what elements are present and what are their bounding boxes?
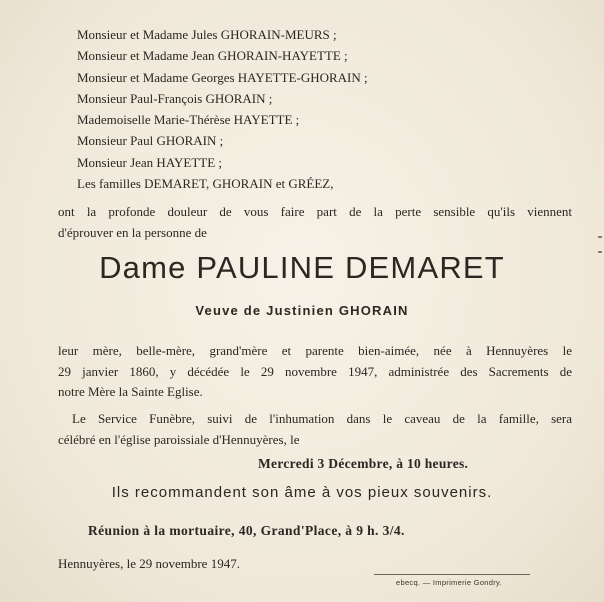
edge-mark: [598, 251, 602, 253]
reunion-info: Réunion à la mortuaire, 40, Grand'Place, à 9 h. 3/4.: [88, 523, 405, 538]
family-line: Monsieur et Madame Jean GHORAIN-HAYETTE ;: [77, 48, 348, 64]
service-line: Le Service Funèbre, suivi de l'inhumation dans le caveau de la famille, sera: [72, 411, 572, 426]
family-list: [77, 24, 368, 194]
family-line: Les familles DEMARET, GHORAIN et GRÉEZ,: [77, 176, 334, 192]
family-line: Monsieur Paul GHORAIN ;: [77, 133, 224, 149]
service-date: Mercredi 3 Décembre, à 10 heures.: [258, 456, 469, 471]
printer-credit: ebecq. — Imprimerie Gondry.: [396, 578, 502, 587]
service-paragraph: [58, 409, 572, 450]
announcement-line: d'éprouver en la personne de: [58, 224, 207, 240]
description-line: notre Mère la Sainte Eglise.: [58, 384, 203, 399]
description-line: leur mère, belle-mère, grand'mère et parente bien-aimée, née à Hennuyères le: [58, 343, 572, 358]
description-paragraph: [58, 341, 572, 403]
family-line: Mademoiselle Marie-Thérèse HAYETTE ;: [77, 112, 300, 128]
deceased-name: Dame PAULINE DEMARET: [99, 250, 505, 285]
family-line: Monsieur Jean HAYETTE ;: [77, 154, 223, 170]
description-line: 29 janvier 1860, y décédée le 29 novembre 1947, administrée des Sacrements de: [58, 363, 572, 379]
recommendation: Ils recommandent son âme à vos pieux souvenirs.: [111, 484, 493, 501]
family-line: Monsieur et Madame Georges HAYETTE-GHORAIN ;: [77, 69, 368, 85]
printer-divider: [374, 574, 530, 575]
family-line: Monsieur Paul-François GHORAIN ;: [77, 90, 273, 106]
widow-of: Veuve de Justinien GHORAIN: [195, 303, 409, 318]
announcement-paragraph: [58, 202, 572, 243]
announcement-line: ont la profonde douleur de vous faire part de la perte sensible qu'ils viennent: [58, 204, 572, 219]
place-date: Hennuyères, le 29 novembre 1947.: [58, 556, 240, 571]
service-line: célébré en l'église paroissiale d'Hennuyères, le: [58, 431, 300, 447]
edge-mark: [598, 236, 602, 238]
family-line: Monsieur et Madame Jules GHORAIN-MEURS ;: [77, 27, 337, 42]
